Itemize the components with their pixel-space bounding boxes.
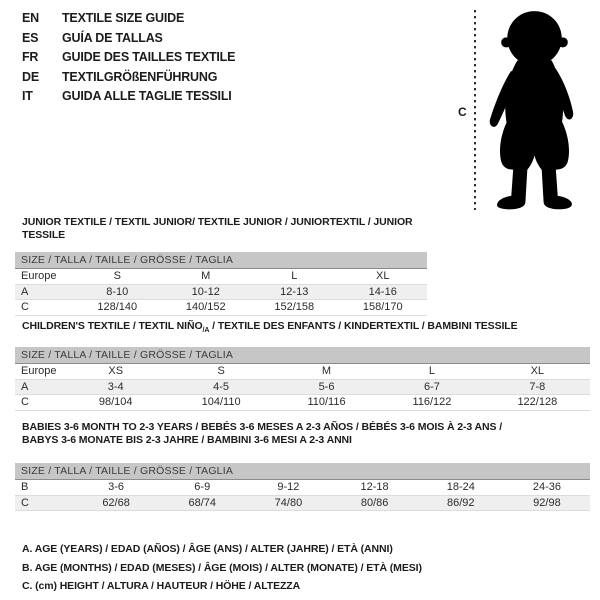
row-label: A <box>21 380 29 393</box>
table-row <box>15 300 427 316</box>
table-cell: 92/98 <box>533 496 561 509</box>
table-cell: 24-36 <box>532 481 562 493</box>
table-row <box>15 480 590 496</box>
table-cell: 74/80 <box>274 496 303 509</box>
section-title: JUNIOR TEXTILE / TEXTIL JUNIOR/ TEXTILE JUNIOR / JUNIORTEXTIL / JUNIOR TESSILE <box>22 216 413 241</box>
table-cell: 104/110 <box>201 396 241 409</box>
row-label: C <box>21 496 29 509</box>
table-cell: 110/116 <box>307 396 346 409</box>
table-cell: 9-12 <box>277 481 300 493</box>
baby-figure-block <box>452 6 592 214</box>
language-title: GUÍA DE TALLAS <box>62 30 163 45</box>
row-label: B <box>21 481 29 493</box>
column-header: Europe <box>21 365 57 378</box>
language-code: EN <box>22 11 39 25</box>
section-junior-textile <box>15 216 427 316</box>
table-cell: 80/86 <box>360 496 389 509</box>
table-cell: 12-18 <box>360 481 389 493</box>
column-header: L <box>428 365 435 378</box>
size-header-bar: SIZE / TALLA / TAILLE / GRÖSSE / TAGLIA <box>15 252 427 269</box>
table-cell: 7-8 <box>529 380 546 393</box>
column-header: M <box>321 365 332 378</box>
footnote-a: A. AGE (YEARS) / EDAD (AÑOS) / ÂGE (ANS) / ALTER (JAHRE) / ETÀ (ANNI) <box>22 543 393 555</box>
table-cell: 10-12 <box>191 285 220 298</box>
table-cell: 152/158 <box>274 301 315 313</box>
language-title: GUIDE DES TAILLES TEXTILE <box>62 50 236 64</box>
table-cell: 4-5 <box>213 380 230 393</box>
row-label: C <box>21 301 29 313</box>
row-label: A <box>21 285 29 298</box>
section-title-line2: BABYS 3-6 MONATE BIS 2-3 JAHRE / BAMBINI 3-6 MESI A 2-3 ANNI <box>22 434 352 446</box>
column-header: Europe <box>21 270 57 282</box>
language-row-es <box>22 29 235 49</box>
table-row <box>15 395 590 411</box>
language-title: GUIDA ALLE TAGLIE TESSILI <box>62 89 232 103</box>
section-childrens-textile <box>15 320 590 411</box>
language-code: FR <box>22 50 39 64</box>
table-cell: 122/128 <box>517 396 558 409</box>
table-row <box>15 285 427 301</box>
row-label: C <box>21 396 29 409</box>
language-code: IT <box>22 89 33 103</box>
section-title-text: / TEXTILE DES ENFANTS / KINDERTEXTIL / BAMBINI TESSILE <box>209 320 518 332</box>
table-cell: 86/92 <box>447 496 475 509</box>
footnote-b: B. AGE (MONTHS) / EDAD (MESES) / ÂGE (MOIS) / ALTER (MONATE) / ETÀ (MESI) <box>22 561 422 574</box>
language-title: TEXTILE SIZE GUIDE <box>62 11 185 25</box>
column-header: S <box>217 365 225 378</box>
table-header-row <box>15 269 427 285</box>
height-measure-label: C <box>458 105 467 119</box>
table-cell: 14-16 <box>368 285 397 298</box>
table-cell: 116/122 <box>412 396 452 409</box>
section-babies-textile <box>15 421 590 511</box>
table-cell: 98/104 <box>98 396 133 409</box>
table-cell: 128/140 <box>97 301 138 313</box>
language-row-de <box>22 68 235 88</box>
table-cell: 6-9 <box>194 481 211 493</box>
table-cell: 3-4 <box>107 380 124 393</box>
height-dashed-line-icon <box>473 9 477 211</box>
size-header-bar: SIZE / TALLA / TAILLE / GRÖSSE / TAGLIA <box>15 347 590 364</box>
section-title <box>22 421 590 447</box>
table-header-row <box>15 364 590 380</box>
language-list <box>22 9 235 107</box>
column-header: S <box>113 270 121 282</box>
footnotes <box>22 540 422 596</box>
table-row <box>15 496 590 512</box>
column-header: XS <box>108 365 124 378</box>
table-cell: 68/74 <box>188 496 217 509</box>
table-cell: 12-13 <box>280 285 309 298</box>
table-cell: 5-6 <box>318 380 335 393</box>
section-title-text: CHILDREN'S TEXTILE / TEXTIL NIÑO <box>22 320 203 332</box>
table-row <box>15 380 590 396</box>
column-header: L <box>291 270 298 282</box>
size-header-bar: SIZE / TALLA / TAILLE / GRÖSSE / TAGLIA <box>15 463 590 480</box>
table-cell: 8-10 <box>106 285 129 298</box>
language-code: DE <box>22 69 39 84</box>
column-header: XL <box>376 270 390 282</box>
table-cell: 158/170 <box>362 301 403 313</box>
table-cell: 62/68 <box>102 496 130 509</box>
column-header: M <box>201 270 211 282</box>
table-cell: 18-24 <box>446 481 475 493</box>
language-title: TEXTILGRÖßENFÜHRUNG <box>62 69 218 84</box>
section-title-line1: BABIES 3-6 MONTH TO 2-3 YEARS / BEBÉS 3-6 MESES A 2-3 AÑOS / BÉBÉS 3-6 MOIS À 2-3 ANS / <box>22 421 503 433</box>
column-header: XL <box>530 365 545 378</box>
section-title <box>22 320 590 337</box>
table-cell: 140/152 <box>185 301 226 313</box>
language-row-fr <box>22 48 235 68</box>
section-title-subscript: /A <box>202 327 210 335</box>
table-cell: 3-6 <box>108 481 125 493</box>
language-row-en <box>22 9 235 29</box>
baby-silhouette-icon <box>481 8 587 210</box>
language-code: ES <box>22 30 39 45</box>
language-row-it <box>22 87 235 107</box>
footnote-c: C. (cm) HEIGHT / ALTURA / HAUTEUR / HÖHE / ALTEZZA <box>22 580 301 592</box>
table-cell: 6-7 <box>423 380 440 393</box>
